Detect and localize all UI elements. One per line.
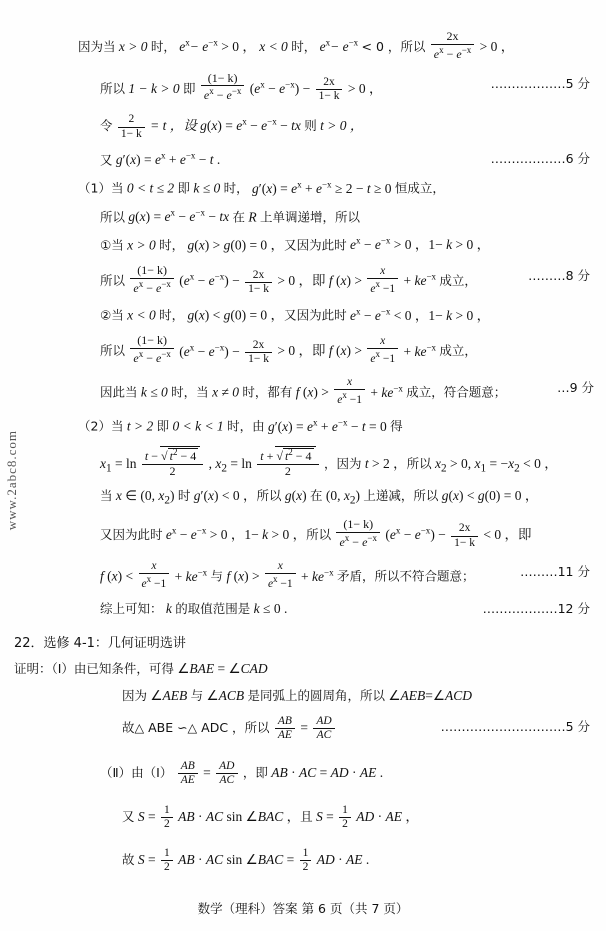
math-fragment: f (x) > xyxy=(295,384,329,400)
exponent: x xyxy=(325,37,331,48)
text-fragment: 矛盾，所以不符合题意； xyxy=(336,568,475,584)
math-fragment: = t ，设 xyxy=(150,118,197,134)
fraction xyxy=(316,76,343,103)
text-fragment: 成立， xyxy=(439,273,477,289)
fraction xyxy=(139,560,170,591)
math-fragment: x < 0 xyxy=(127,307,156,323)
math-fragment: x > 0 xyxy=(127,237,156,253)
fraction xyxy=(257,446,318,479)
fraction xyxy=(339,804,351,831)
math-fragment: − e xyxy=(330,39,349,55)
fraction xyxy=(245,339,272,366)
math-fragment: = xyxy=(203,765,211,781)
fraction xyxy=(300,847,312,874)
solution-line-14 xyxy=(78,488,590,508)
denominator: $e^x -1$ xyxy=(370,278,396,295)
solution-line-17 xyxy=(78,601,590,618)
fraction xyxy=(334,376,365,407)
text-fragment: 所以 xyxy=(100,343,126,359)
numerator: AD xyxy=(216,760,237,774)
math-fragment: x < 0 xyxy=(259,39,288,55)
denominator: AE xyxy=(180,774,195,787)
score-mark: ………………12 分 xyxy=(482,601,590,617)
math-fragment: $x_2 > 0$, $x_1 = -x_2 < 0$ ， xyxy=(434,455,558,475)
fraction xyxy=(336,518,380,550)
text-fragment: 与 xyxy=(210,568,224,584)
fraction xyxy=(118,113,145,140)
fraction xyxy=(265,560,296,591)
solution-line-12 xyxy=(78,417,590,435)
math-fragment: > 0 ， xyxy=(221,39,256,55)
text-fragment: 综上可知： xyxy=(100,601,163,617)
math-fragment: k ≤ 0 xyxy=(193,180,221,196)
solution-line-10 xyxy=(78,334,590,366)
math-fragment: = xyxy=(300,719,308,735)
text-fragment: 所以 xyxy=(100,273,126,289)
text-fragment: 时， xyxy=(291,39,317,55)
text-fragment: （2）当 xyxy=(78,418,124,434)
exponent: x xyxy=(185,37,190,48)
math-fragment: − e xyxy=(189,39,209,55)
text-fragment: ①当 xyxy=(100,237,124,253)
denominator: $e^x -1$ xyxy=(141,574,167,590)
math-fragment: ∠AEB xyxy=(150,687,188,703)
text-fragment: 又因为此时 xyxy=(100,527,163,543)
math-fragment: f (x) < xyxy=(100,568,134,584)
numerator: x xyxy=(139,560,170,574)
math-fragment: AB · AC sin ∠BAC = xyxy=(178,851,295,867)
fraction xyxy=(130,264,174,296)
math-fragment: f (x) > xyxy=(328,343,362,359)
text-fragment: 在 xyxy=(310,488,323,504)
math-fragment: k ≤ 0 . xyxy=(253,601,288,617)
text-fragment: 时， xyxy=(150,39,176,55)
math-fragment: k ≤ 0 xyxy=(140,384,168,400)
text-fragment: 故△ ABE ∽△ ADC ，所以 xyxy=(122,719,270,735)
solution-line-2 xyxy=(78,72,590,104)
math-fragment: > 0 ，即 xyxy=(277,343,326,359)
solution-line-6 xyxy=(78,208,590,226)
math-fragment: + $ke^{-x}$ xyxy=(403,271,437,289)
denominator: 1− k xyxy=(248,282,269,295)
denominator: 2 xyxy=(164,817,170,830)
math-fragment: $g'(x) = e^x + e^{-x} \ge 2 - t \ge 0$ xyxy=(252,179,392,196)
denominator: 1− k xyxy=(248,352,269,365)
numerator: t − √ $t^2 - 4$ xyxy=(142,446,203,465)
numerator: 1 xyxy=(300,847,312,861)
exponent: −x xyxy=(208,37,218,48)
numerator: 1 xyxy=(339,804,351,818)
solution-line-9 xyxy=(78,306,590,324)
numerator: 1 xyxy=(161,804,173,818)
denominator: 2 xyxy=(169,463,176,478)
solution-line-15 xyxy=(78,518,590,550)
solution-line-4 xyxy=(78,151,590,169)
text-fragment: 又 xyxy=(122,808,135,824)
solution-line-8 xyxy=(78,264,590,296)
math-fragment: AD · AE ， xyxy=(356,808,419,824)
math-fragment: $x_1 = \ln$ xyxy=(100,455,137,475)
math-fragment: + $ke^{-x}$ xyxy=(370,383,403,400)
math-fragment: > 0 ， xyxy=(347,80,383,96)
numerator: x xyxy=(367,335,398,349)
fraction xyxy=(161,847,173,874)
numerator: x xyxy=(367,265,398,279)
text-fragment: 时，都有 xyxy=(242,384,293,400)
fraction xyxy=(451,522,478,549)
denominator: 1− k xyxy=(454,536,476,549)
proof-line-6 xyxy=(78,847,590,874)
math-fragment: + $ke^{-x}$ xyxy=(301,567,334,584)
math-fragment: R xyxy=(248,209,257,225)
solution-line-16 xyxy=(78,560,590,591)
math-fragment: g(x) < g(0) = 0 ，又因为此时 xyxy=(187,307,347,323)
denominator: $e^x - e^{-x}$ xyxy=(133,349,171,366)
text-fragment: 成立， xyxy=(439,343,477,359)
score-mark: ………11 分 xyxy=(520,563,590,579)
solution-line-5 xyxy=(78,179,590,197)
denominator: $e^x - e^{-x}$ xyxy=(133,279,171,296)
denominator: 2 xyxy=(342,817,348,830)
denominator: $e^x - e^{-x}$ xyxy=(339,532,377,549)
text-fragment: 时， xyxy=(159,237,185,253)
text-fragment: 是同弧上的圆周角，所以 xyxy=(247,687,386,703)
fraction xyxy=(275,715,295,742)
numerator: (1− k) xyxy=(201,72,245,87)
math-fragment: AB · AC sin ∠BAC ，且 xyxy=(178,808,313,824)
math-fragment: + $ke^{-x}$ xyxy=(403,342,437,359)
math-fragment: , $x_2 = \ln$ xyxy=(208,455,252,475)
denominator: $e^x - e^{-x}$ xyxy=(203,86,242,103)
math-fragment: ∠BAE = ∠CAD xyxy=(177,660,268,676)
math-fragment: (0, $x_2$) xyxy=(325,488,361,508)
math-fragment: $g(x) = e^x - e^{-x}$ − tx xyxy=(200,116,301,134)
numerator: 1 xyxy=(161,847,173,861)
fraction xyxy=(216,760,237,787)
text-fragment: 上递减，所以 xyxy=(363,488,439,504)
math-fragment: + $ke^{-x}$ xyxy=(174,567,208,584)
numerator: AB xyxy=(178,760,198,774)
numerator: (1− k) xyxy=(336,518,380,533)
math-fragment: g′(x) < 0 ，所以 xyxy=(193,488,282,504)
text-fragment: 时， xyxy=(223,180,249,196)
fraction xyxy=(161,804,173,831)
text-fragment: 因此当 xyxy=(100,384,138,400)
math-fragment: e xyxy=(319,39,326,55)
math-fragment: ∠ACB xyxy=(206,687,245,703)
math-fragment: $(e^x - e^{-x})$ − xyxy=(385,525,446,543)
math-fragment: $(e^x - e^{-x})$ − xyxy=(179,271,240,289)
text-fragment: 恒成立， xyxy=(394,180,445,196)
math-fragment: 0 < t ≤ 2 xyxy=(126,180,175,196)
text-fragment: 因为 xyxy=(122,687,148,703)
math-fragment: AD · AE . xyxy=(316,851,370,867)
score-mark: ………………5 分 xyxy=(490,75,590,91)
solution-line-3 xyxy=(78,113,590,140)
math-fragment: g(x) xyxy=(284,488,307,504)
math-fragment: g(x) > g(0) = 0 ，又因为此时 xyxy=(187,237,347,253)
numerator: t + √ $t^2 - 4$ xyxy=(257,446,318,465)
document-body xyxy=(14,29,594,884)
denominator: $e^x -1$ xyxy=(337,390,362,407)
math-fragment: k xyxy=(165,601,172,617)
text-fragment: ，因为 xyxy=(323,455,362,471)
math-fragment: $e^x - e^{-x} > 0$ ，1− k > 0 ， xyxy=(349,235,491,253)
text-fragment: 故 xyxy=(122,851,135,867)
math-fragment: $e^x - e^{-x} > 0$ ，1− k > 0 ，所以 xyxy=(165,525,332,543)
text-fragment: 与 xyxy=(190,687,204,703)
text-fragment: 因为当 xyxy=(78,39,116,55)
fraction xyxy=(245,269,272,296)
fraction xyxy=(178,760,198,787)
fraction xyxy=(130,334,174,366)
solution-line-13 xyxy=(78,446,590,479)
math-fragment: $(e^x - e^{-x})$ − xyxy=(179,342,240,359)
math-fragment: < 0 ，即 xyxy=(483,527,532,543)
watermark-text: www.2abc8.com xyxy=(4,430,19,531)
denominator: 1− k xyxy=(120,127,142,140)
math-fragment: f (x) > xyxy=(328,273,362,289)
score-mark: ………………6 分 xyxy=(490,150,590,166)
text-fragment: 在 xyxy=(232,209,245,225)
proof-line-1 xyxy=(14,661,590,678)
text-fragment: 则 xyxy=(304,118,317,134)
numerator: x xyxy=(265,560,296,574)
denominator: 2 xyxy=(284,463,291,478)
text-fragment: ②当 xyxy=(100,307,124,323)
math-fragment: f (x) > xyxy=(226,568,260,584)
text-fragment: ，即 xyxy=(242,765,268,781)
text-fragment: 时 xyxy=(177,488,191,504)
math-fragment: t > 2 xyxy=(126,418,154,434)
math-fragment: S = xyxy=(137,808,156,824)
solution-line-11 xyxy=(78,376,594,407)
fraction xyxy=(201,72,245,104)
text-fragment: 当 xyxy=(100,488,113,504)
exponent: −x xyxy=(348,37,359,48)
text-fragment: 得 xyxy=(390,418,403,434)
numerator: 2x xyxy=(316,76,343,90)
numerator: 2x xyxy=(451,522,478,536)
denominator: 1− k xyxy=(318,90,340,103)
score-mark: …9 分 xyxy=(557,380,594,396)
proof-line-5 xyxy=(78,804,590,831)
text-fragment: 令 xyxy=(100,118,113,134)
text-fragment: 时， xyxy=(159,307,185,323)
fraction xyxy=(431,30,475,62)
fraction xyxy=(313,715,334,742)
numerator: (1− k) xyxy=(130,264,174,279)
denominator: AC xyxy=(316,728,332,741)
denominator: 2 xyxy=(164,861,170,874)
math-fragment: x ≠ 0 xyxy=(212,384,239,400)
numerator: x xyxy=(334,376,365,390)
text-fragment: 所以 xyxy=(100,80,126,96)
text-fragment: < 0 ，所以 xyxy=(361,39,426,55)
solution-line-7 xyxy=(78,236,590,254)
numerator: 2x xyxy=(245,269,272,283)
math-fragment: $g(x) = e^x - e^{-x}$ − tx xyxy=(128,207,230,225)
math-fragment: > 0 ， xyxy=(479,39,515,55)
numerator: AB xyxy=(275,715,295,729)
text-fragment: 时，当 xyxy=(171,384,209,400)
numerator: 2x xyxy=(245,339,272,353)
denominator: $e^x -1$ xyxy=(370,349,396,365)
text-fragment: （Ⅱ）由（Ⅰ） xyxy=(100,765,173,781)
denominator: AC xyxy=(219,774,235,787)
text-fragment: 即 xyxy=(182,80,196,96)
math-fragment: $g'(x) = e^x + e^{-x} - t$ . xyxy=(115,150,221,168)
proof-line-4 xyxy=(78,760,590,787)
numerator: 2x xyxy=(431,30,475,45)
math-fragment: t > 2 ，所以 xyxy=(364,455,432,471)
fraction xyxy=(367,335,398,366)
text-fragment: 的取值范围是 xyxy=(175,601,251,617)
numerator: 2 xyxy=(118,113,145,127)
denominator: $e^x - e^{-x}$ xyxy=(433,44,472,61)
math-fragment: > 0 ，即 xyxy=(277,273,326,289)
score-mark: ………8 分 xyxy=(528,268,590,284)
math-fragment: $e^x - e^{-x} < 0$ ，1− k > 0 ， xyxy=(349,306,491,323)
math-fragment: $g'(x) = e^x + e^{-x} - t = 0$ xyxy=(267,417,387,434)
question-22-title: 22．选修 4-1：几何证明选讲 xyxy=(14,635,186,651)
denominator: $e^x -1$ xyxy=(267,574,293,590)
text-fragment: 所以 xyxy=(100,209,126,225)
text-fragment: 成立，符合题意； xyxy=(406,384,507,400)
text-fragment: 又 xyxy=(100,152,113,168)
solution-line-1 xyxy=(78,30,590,62)
math-fragment: x ∈ (0, $x_2$) xyxy=(115,488,175,508)
denominator: 2 xyxy=(302,861,309,874)
fraction xyxy=(142,446,203,479)
math-fragment: ∠AEB=∠ACD xyxy=(388,687,472,703)
proof-line-3 xyxy=(78,715,590,742)
math-fragment: t > 0 ， xyxy=(320,118,364,134)
text-fragment: （1）当 xyxy=(78,180,124,196)
text-fragment: 上单调递增，所以 xyxy=(259,209,360,225)
math-fragment: 0 < k < 1 xyxy=(172,418,224,434)
numerator: AD xyxy=(313,715,334,729)
numerator: (1− k) xyxy=(130,334,174,349)
page-footer: 数学（理科）答案 第 6 页（共 7 页） xyxy=(197,901,409,916)
math-fragment: g(x) < g(0) = 0 ， xyxy=(441,488,539,504)
math-fragment: e xyxy=(179,39,186,55)
text-fragment: 时，由 xyxy=(227,418,265,434)
proof-line-2 xyxy=(78,688,590,705)
denominator: AE xyxy=(277,728,292,741)
math-fragment: S = xyxy=(137,851,156,867)
math-fragment: x > 0 xyxy=(118,39,148,55)
fraction xyxy=(367,265,398,296)
math-fragment: S = xyxy=(316,808,334,824)
text-fragment: 证明：（Ⅰ）由已知条件，可得 xyxy=(14,660,174,676)
text-fragment: 即 xyxy=(177,180,190,196)
math-fragment: AB · AC = AD · AE . xyxy=(271,765,384,781)
math-fragment: 1 − k > 0 xyxy=(128,80,180,96)
score-mark: …………………………5 分 xyxy=(440,718,590,734)
math-fragment: $(e^x - e^{-x})$ − xyxy=(249,79,311,96)
text-fragment: 即 xyxy=(156,418,170,434)
